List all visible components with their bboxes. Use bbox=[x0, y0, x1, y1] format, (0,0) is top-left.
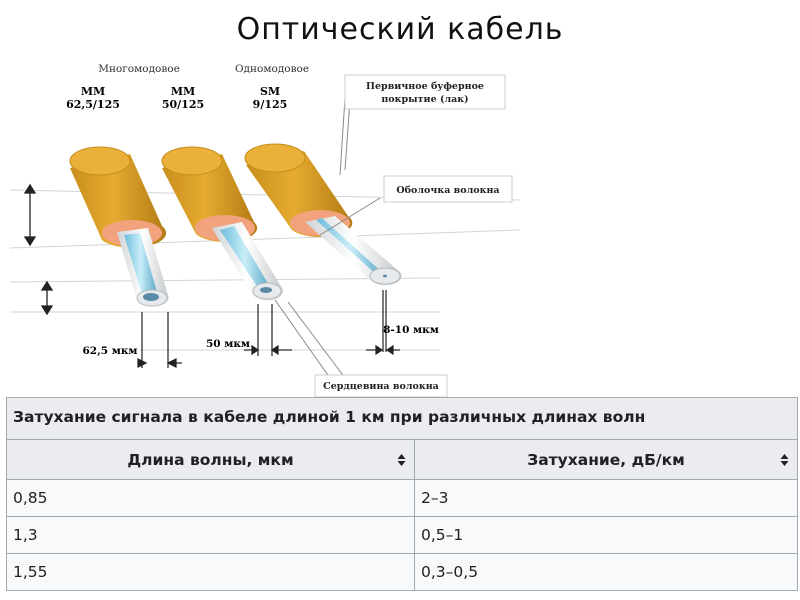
callout-core bbox=[315, 375, 447, 397]
cell-attenuation: 2–3 bbox=[415, 480, 798, 517]
cell-wavelength: 1,55 bbox=[7, 554, 415, 591]
cell-wavelength: 1,3 bbox=[7, 517, 415, 554]
group-label-multimode: Многомодовое bbox=[98, 63, 180, 75]
dimension-arrows-left bbox=[25, 185, 52, 314]
cell-wavelength: 0,85 bbox=[7, 480, 415, 517]
callout-cladding bbox=[384, 176, 512, 202]
sort-icon[interactable] bbox=[780, 453, 789, 467]
column-header-wavelength-label: Длина волны, мкм bbox=[127, 450, 294, 469]
attenuation-table bbox=[6, 397, 798, 591]
fiber3-type: SM bbox=[259, 85, 281, 98]
cell-attenuation: 0,5–1 bbox=[415, 517, 798, 554]
table-row bbox=[7, 517, 798, 554]
fiber-diagram bbox=[0, 50, 800, 400]
page-title: Оптический кабель bbox=[236, 12, 564, 47]
fiber-sm-9 bbox=[245, 144, 402, 285]
fiber2-size: 50/125 bbox=[161, 98, 205, 111]
column-header-attenuation-label: Затухание, дБ/км bbox=[527, 450, 685, 469]
fiber2-type: MM bbox=[170, 85, 196, 98]
cell-attenuation: 0,3–0,5 bbox=[415, 554, 798, 591]
column-header-wavelength[interactable] bbox=[7, 440, 415, 480]
core-size-8-10: 8-10 мкм bbox=[383, 324, 439, 336]
callout-core-label: Сердцевина волокна bbox=[323, 381, 439, 392]
table-row bbox=[7, 554, 798, 591]
table-row bbox=[7, 480, 798, 517]
core-dimension-arrows bbox=[138, 290, 400, 368]
column-header-attenuation[interactable] bbox=[415, 440, 798, 480]
group-label-singlemode: Одномодовое bbox=[234, 63, 310, 75]
core-size-50: 50 мкм bbox=[205, 338, 251, 350]
callout-cladding-label: Оболочка волокна bbox=[396, 185, 500, 196]
fiber-mm-62-5 bbox=[70, 147, 169, 307]
fiber1-size: 62,5/125 bbox=[66, 98, 120, 111]
table-caption: Затухание сигнала в кабеле длиной 1 км при различных длинах волн bbox=[6, 397, 798, 439]
callout-buffer-line2: покрытие (лак) bbox=[381, 94, 469, 105]
fiber1-type: MM bbox=[80, 85, 106, 98]
sort-icon[interactable] bbox=[397, 453, 406, 467]
fiber3-size: 9/125 bbox=[252, 98, 288, 111]
callout-buffer-line1: Первичное буферное bbox=[366, 81, 484, 92]
callout-buffer bbox=[345, 75, 505, 109]
core-size-62-5: 62,5 мкм bbox=[82, 345, 138, 357]
